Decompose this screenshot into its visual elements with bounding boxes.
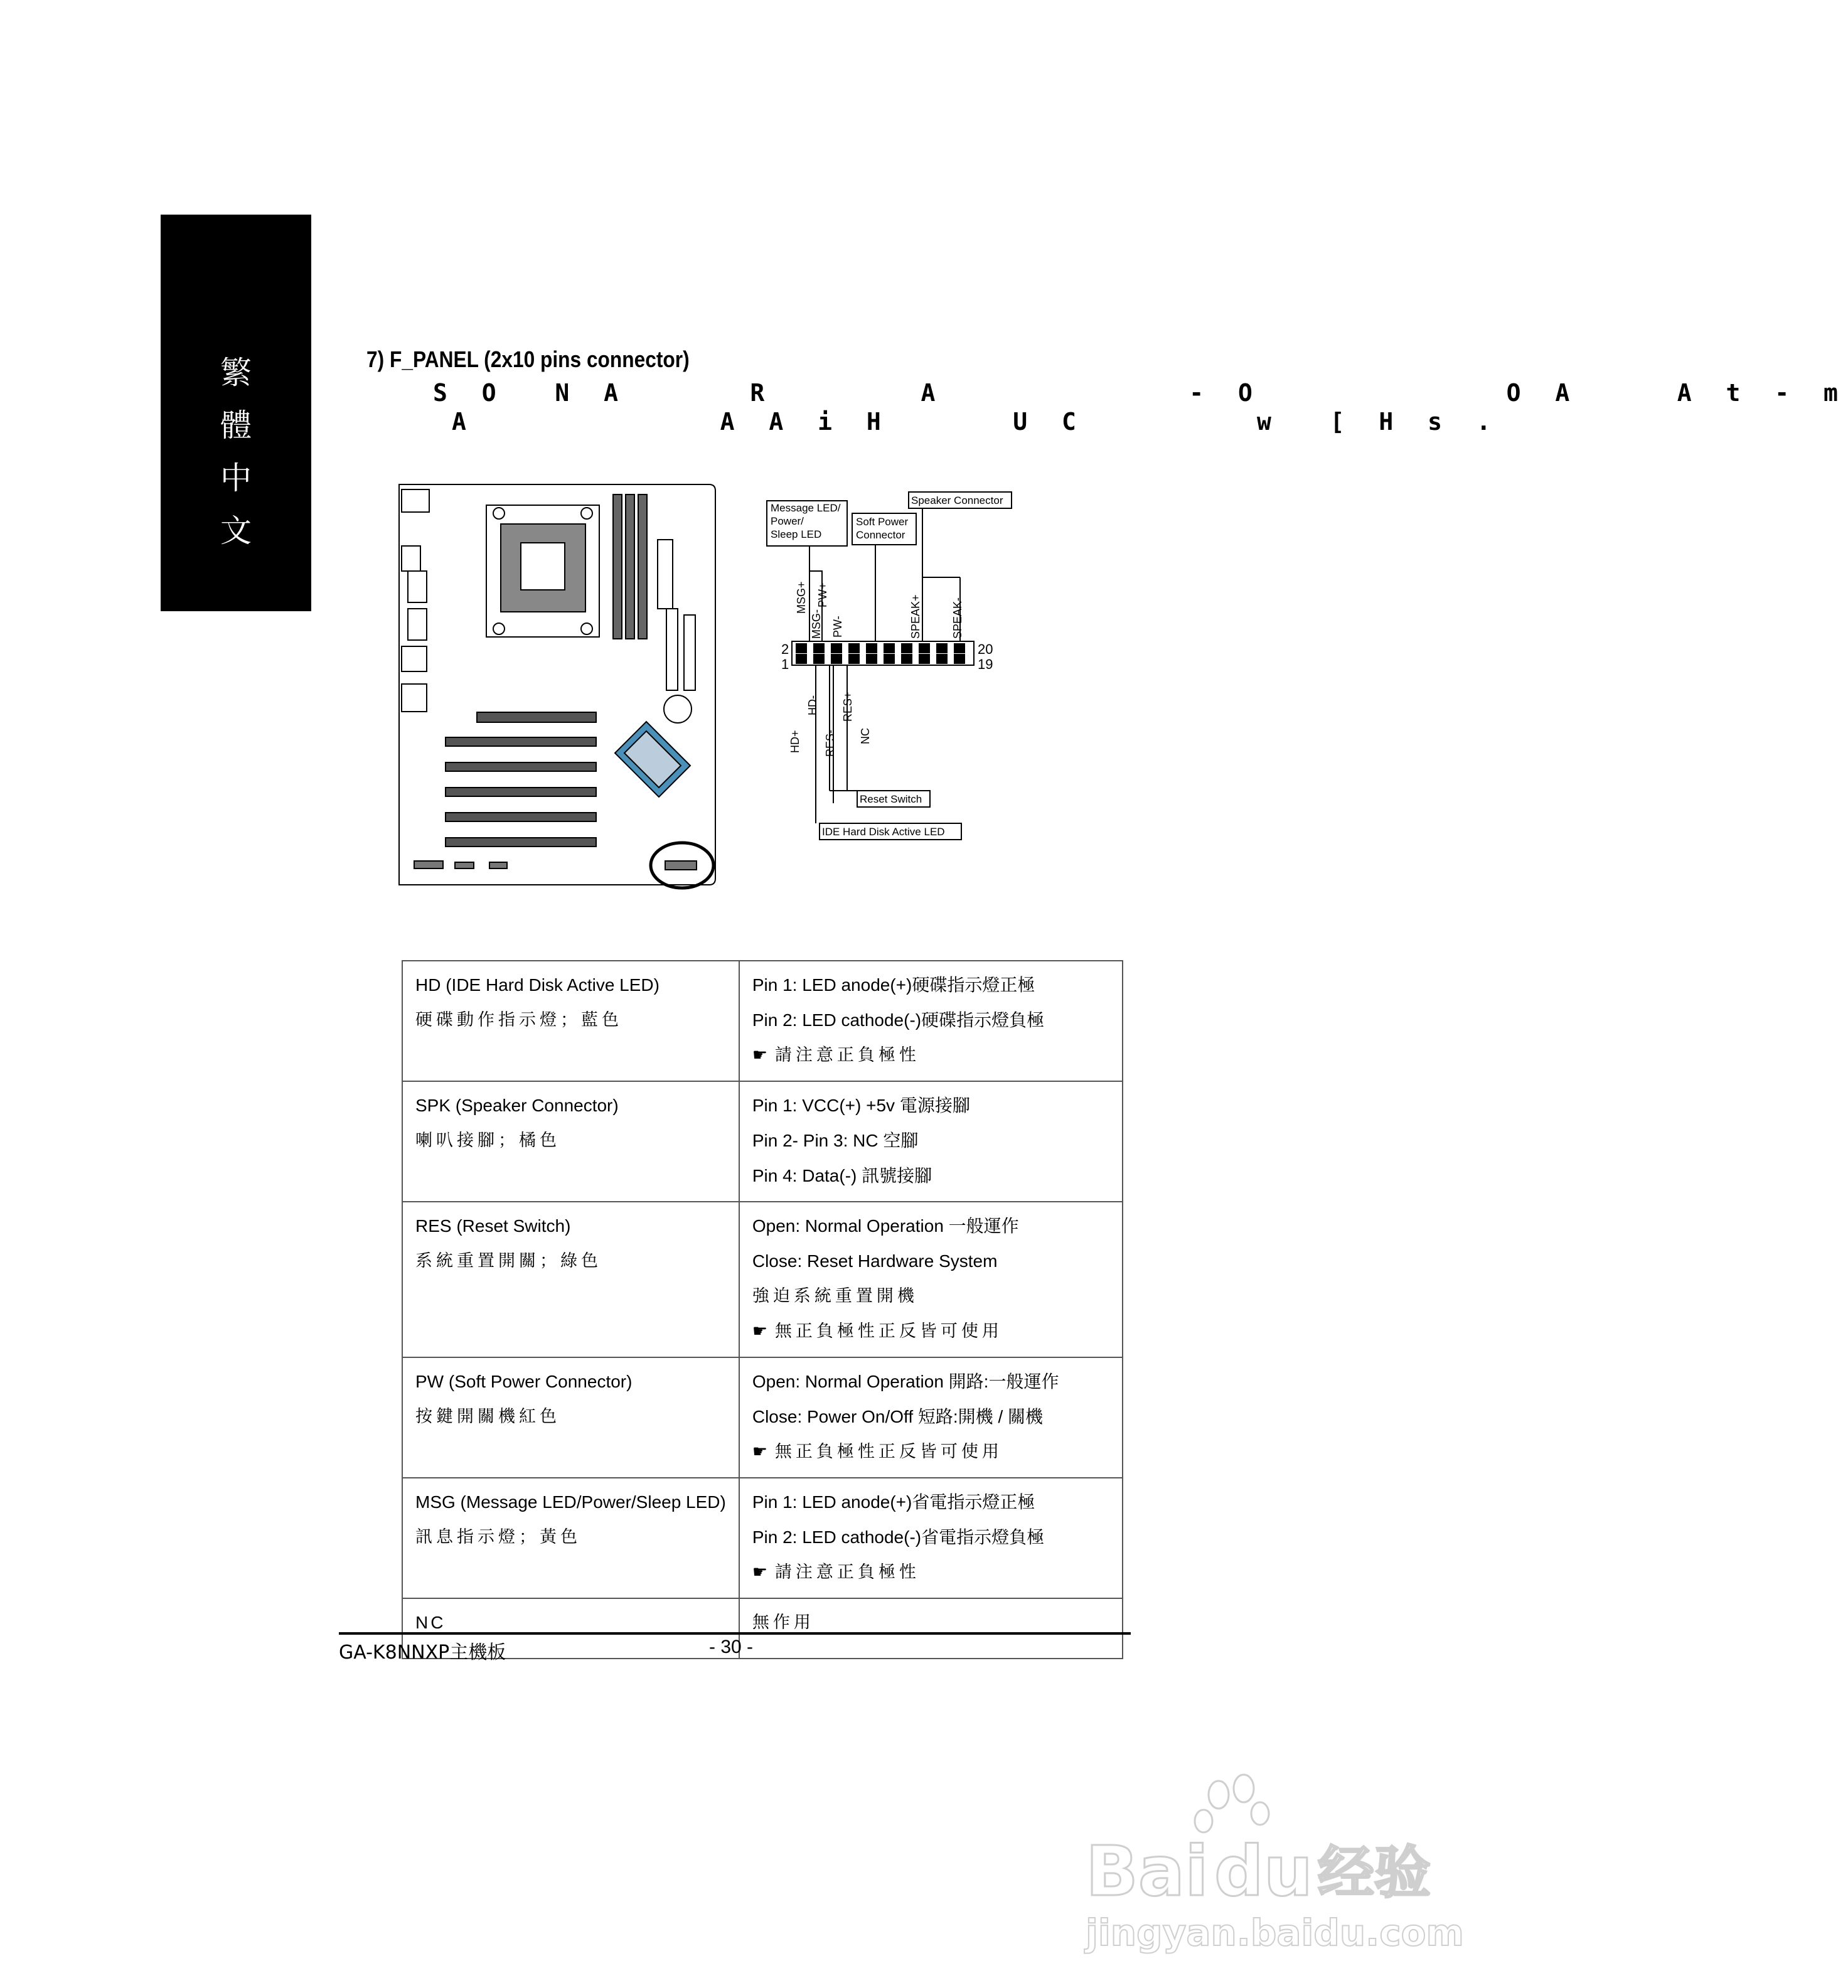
language-tab-char: 體 (220, 407, 252, 444)
language-tab-char: 文 (220, 513, 252, 549)
detail-cell (739, 1357, 1123, 1478)
pin-label: HD- (806, 695, 819, 715)
label-message-led: Message LED/ (771, 502, 841, 514)
pin-label: PW- (831, 616, 844, 638)
detail-cell (739, 1478, 1123, 1598)
detail-cell (739, 1202, 1123, 1357)
note-text: 請注意正負極性 (774, 1563, 920, 1582)
section-text-line-2: A A A i H U C w [ H s . (452, 408, 1501, 436)
detail-cell (739, 1598, 1123, 1659)
pin-definition-table (402, 960, 1123, 1659)
table-row (402, 961, 1123, 1081)
pin-label: MSG- (810, 609, 823, 639)
label-connector: Connector (856, 529, 905, 541)
detail-line: Pin 1: VCC(+) +5v 電源接腳 (752, 1096, 970, 1115)
watermark-brand: du (1214, 1831, 1313, 1911)
pin-label: MSG+ (795, 581, 808, 614)
connector-cell (402, 961, 739, 1081)
connector-name: RES (Reset Switch) (415, 1216, 571, 1236)
detail-line: Pin 2- Pin 3: NC 空腳 (752, 1131, 919, 1150)
connector-desc: 喇叭接腳；橘色 (415, 1131, 560, 1150)
connector-cell (402, 1478, 739, 1598)
connector-cell (402, 1081, 739, 1202)
pin-label: HD+ (789, 730, 801, 753)
connector-name: HD (IDE Hard Disk Active LED) (415, 975, 660, 995)
section-text-line-1: S O N A R A - O O A A t - m (433, 379, 1848, 407)
pin-label: PW+ (816, 582, 829, 607)
label-reset-switch: Reset Switch (860, 793, 922, 805)
note-icon: ☛ (752, 1045, 772, 1065)
connector-name: PW (Soft Power Connector) (415, 1372, 633, 1391)
detail-line: Close: Reset Hardware System (752, 1251, 998, 1271)
watermark-url: jingyan.baidu.com (1086, 1911, 1464, 1954)
connector-desc: 訊息指示燈；黃色 (415, 1527, 581, 1547)
footer-model: GA-K8NNXP主機板 (339, 1642, 506, 1664)
language-tab (161, 215, 311, 611)
watermark-brand: 经验 (1318, 1840, 1431, 1906)
note-icon: ☛ (752, 1563, 772, 1582)
detail-line: Open: Normal Operation 一般運作 (752, 1216, 1019, 1236)
detail-line: Pin 4: Data(-) 訊號接腳 (752, 1166, 932, 1185)
detail-cell (739, 961, 1123, 1081)
connector-name: SPK (Speaker Connector) (415, 1096, 619, 1115)
note-text: 無正負極性正反皆可使用 (774, 1322, 1003, 1341)
pin-label: SPEAK+ (909, 594, 922, 639)
detail-line: Open: Normal Operation 開路:一般運作 (752, 1372, 1059, 1391)
page-number: - 30 - (709, 1637, 754, 1657)
detail-line: Pin 1: LED anode(+)硬碟指示燈正極 (752, 975, 1035, 995)
label-power: Power/ (771, 515, 804, 527)
table-row (402, 1598, 1123, 1659)
footer-rule (339, 1632, 1131, 1635)
connector-name: NC (415, 1613, 446, 1632)
note-icon: ☛ (752, 1322, 772, 1341)
detail-line: 強迫系統重置開機 (752, 1286, 918, 1306)
label-ide-led: IDE Hard Disk Active LED (822, 826, 945, 838)
note-icon: ☛ (752, 1442, 772, 1462)
connector-cell (402, 1202, 739, 1357)
table-row (402, 1357, 1123, 1478)
note-text: 無正負極性正反皆可使用 (774, 1442, 1003, 1462)
pin-number: 19 (978, 656, 993, 672)
detail-line: Close: Power On/Off 短路:開機 / 關機 (752, 1407, 1044, 1426)
label-soft-power: Soft Power (856, 516, 909, 528)
table-row (402, 1478, 1123, 1598)
watermark-brand: Bai (1086, 1831, 1209, 1911)
detail-line: 無作用 (752, 1613, 815, 1632)
pin-label: RES+ (841, 692, 854, 722)
pin-label: RES- (824, 729, 836, 757)
label-speaker-connector: Speaker Connector (911, 494, 1003, 506)
pin-number: 1 (781, 656, 789, 672)
front-panel-diagram (377, 477, 1368, 916)
connector-desc: 按鍵開關機紅色 (415, 1407, 560, 1426)
connector-name: MSG (Message LED/Power/Sleep LED) (415, 1492, 726, 1512)
motherboard-illustration (399, 484, 715, 888)
table-row (402, 1081, 1123, 1202)
section-title: 7) F_PANEL (2x10 pins connector) (366, 346, 690, 372)
pin-label: SPEAK- (951, 597, 964, 639)
detail-line: Pin 2: LED cathode(-)硬碟指示燈負極 (752, 1010, 1045, 1030)
detail-line: Pin 1: LED anode(+)省電指示燈正極 (752, 1492, 1035, 1512)
connector-cell (402, 1357, 739, 1478)
detail-cell (739, 1081, 1123, 1202)
pin-number: 2 (781, 641, 789, 657)
pin-label: NC (859, 728, 872, 744)
language-tab-char: 繁 (220, 355, 252, 391)
table-row (402, 1202, 1123, 1357)
connector-desc: 硬碟動作指示燈；藍色 (415, 1010, 622, 1030)
detail-line: Pin 2: LED cathode(-)省電指示燈負極 (752, 1527, 1045, 1547)
note-text: 請注意正負極性 (774, 1045, 920, 1065)
language-tab-char: 中 (220, 460, 252, 496)
label-sleep-led: Sleep LED (771, 528, 822, 540)
pin-number: 20 (978, 641, 993, 657)
baidu-watermark (1060, 1770, 1462, 1958)
connector-desc: 系統重置開關；綠色 (415, 1251, 602, 1271)
